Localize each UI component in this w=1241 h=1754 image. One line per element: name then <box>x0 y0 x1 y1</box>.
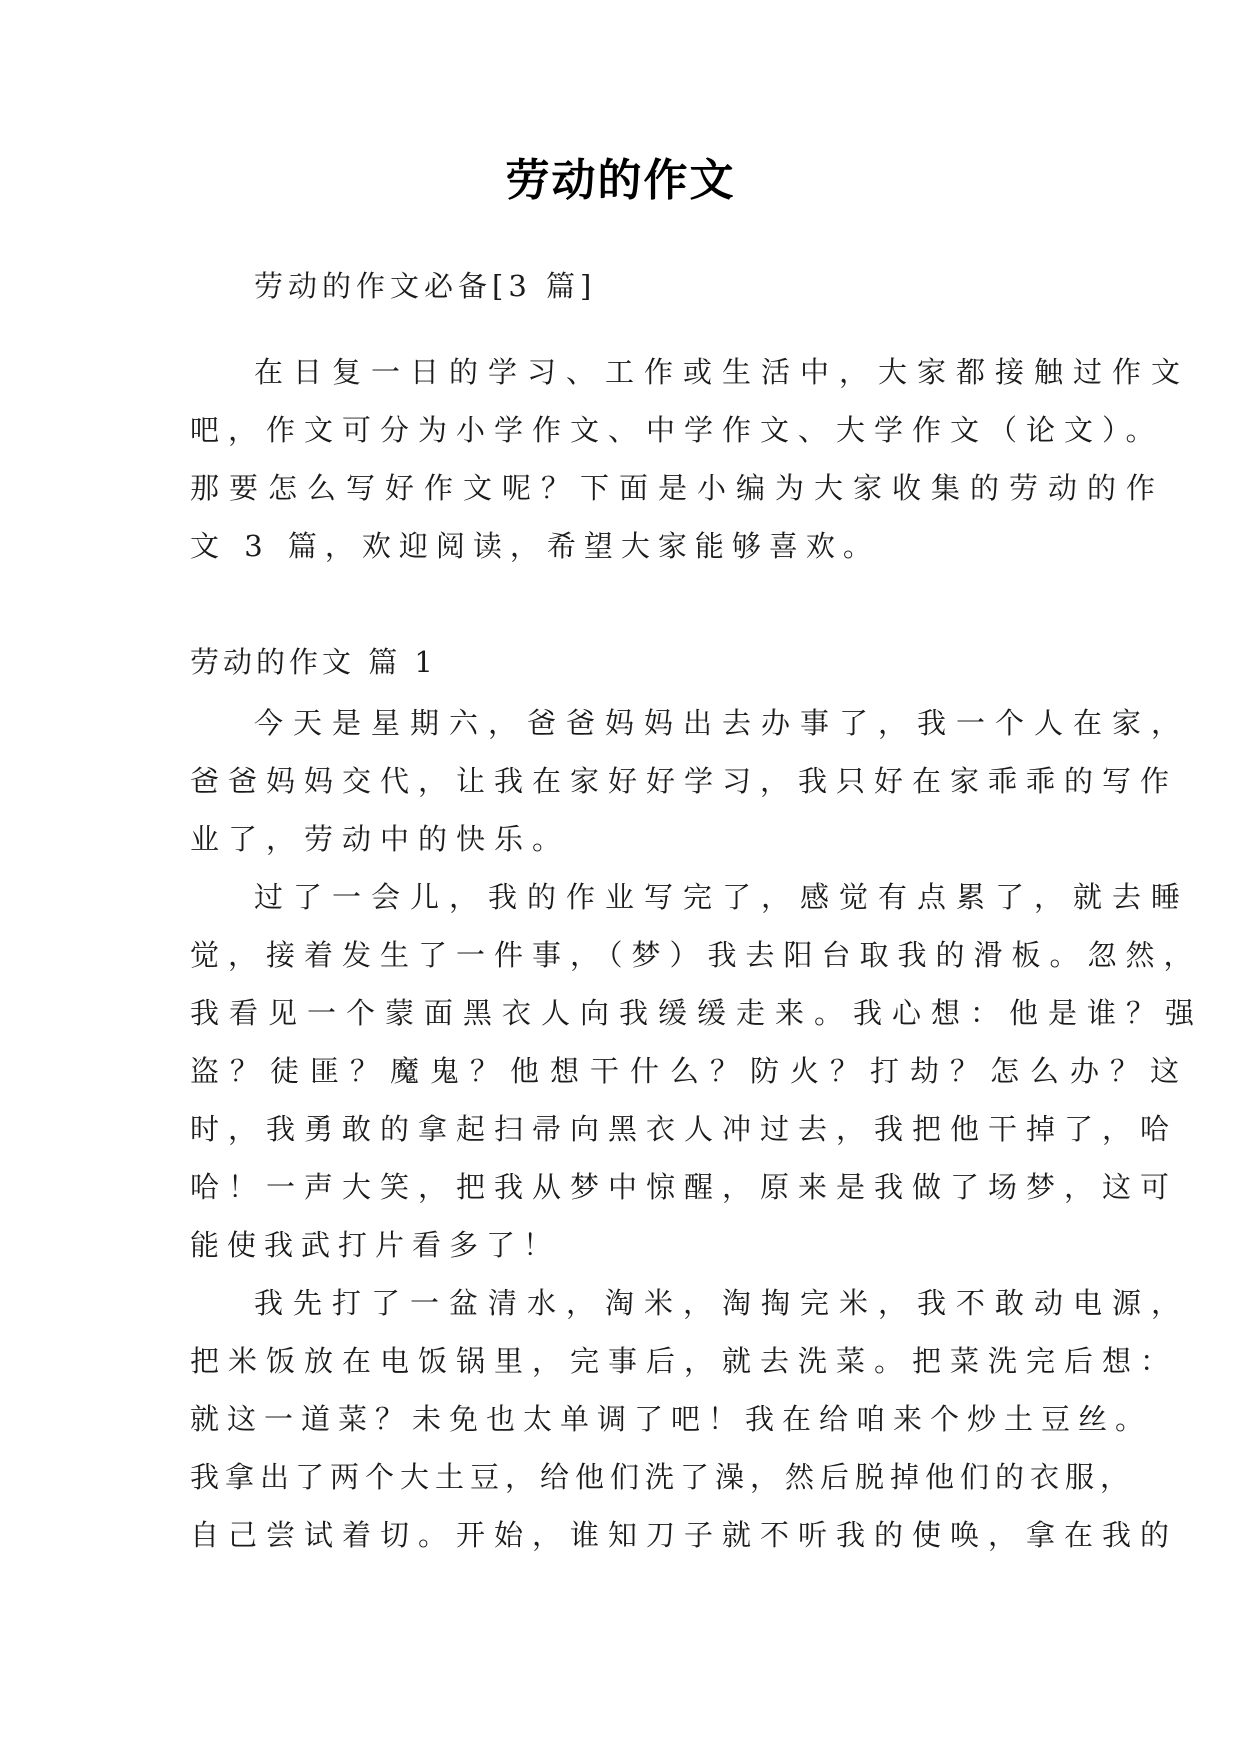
body-paragraph-line: 觉，接着发生了一件事，（梦）我去阳台取我的滑板。忽然， <box>190 938 1202 972</box>
section-heading: 劳动的作文 篇 1 <box>190 645 437 679</box>
body-paragraph-line: 过了一会儿，我的作业写完了，感觉有点累了，就去睡 <box>254 880 1191 914</box>
intro-paragraph-line: 那要怎么写好作文呢？下面是小编为大家收集的劳动的作 <box>190 471 1166 505</box>
intro-paragraph-line: 吧，作文可分为小学作文、中学作文、大学作文（论文）。 <box>190 413 1164 447</box>
body-paragraph-line: 我先打了一盆清水，淘米，淘掏完米，我不敢动电源， <box>254 1286 1191 1320</box>
intro-heading-line: 劳动的作文必备[3 篇] <box>254 269 597 303</box>
body-paragraph-line: 自己尝试着切。开始，谁知刀子就不听我的使唤，拿在我的 <box>190 1518 1179 1552</box>
body-paragraph-line: 我看见一个蒙面黑衣人向我缓缓走来。我心想：他是谁？强 <box>190 996 1205 1030</box>
intro-paragraph-line: 文 3 篇，欢迎阅读，希望大家能够喜欢。 <box>190 529 880 563</box>
document-title: 劳动的作文 <box>505 155 736 206</box>
body-paragraph-line: 时，我勇敢的拿起扫帚向黑衣人冲过去，我把他干掉了，哈 <box>190 1112 1179 1146</box>
body-paragraph-line: 爸爸妈妈交代，让我在家好好学习，我只好在家乖乖的写作 <box>190 764 1179 798</box>
body-paragraph-line: 业了，劳动中的快乐。 <box>190 822 571 856</box>
body-paragraph-line: 就这一道菜？未免也太单调了吧！我在给咱来个炒土豆丝。 <box>190 1402 1153 1436</box>
body-paragraph-line: 把米饭放在电饭锅里，完事后，就去洗菜。把菜洗完后想： <box>190 1344 1179 1378</box>
body-paragraph-line: 能使我武打片看多了！ <box>190 1228 561 1262</box>
body-paragraph-line: 今天是星期六，爸爸妈妈出去办事了，我一个人在家， <box>254 706 1191 740</box>
body-paragraph-line: 我拿出了两个大土豆，给他们洗了澡，然后脱掉他们的衣服， <box>190 1460 1136 1494</box>
body-paragraph-line: 盗？徒匪？魔鬼？他想干什么？防火？打劫？怎么办？这 <box>190 1054 1191 1088</box>
intro-paragraph-line: 在日复一日的学习、工作或生活中，大家都接触过作文 <box>254 355 1191 389</box>
body-paragraph-line: 哈！一声大笑，把我从梦中惊醒，原来是我做了场梦，这可 <box>190 1170 1179 1204</box>
